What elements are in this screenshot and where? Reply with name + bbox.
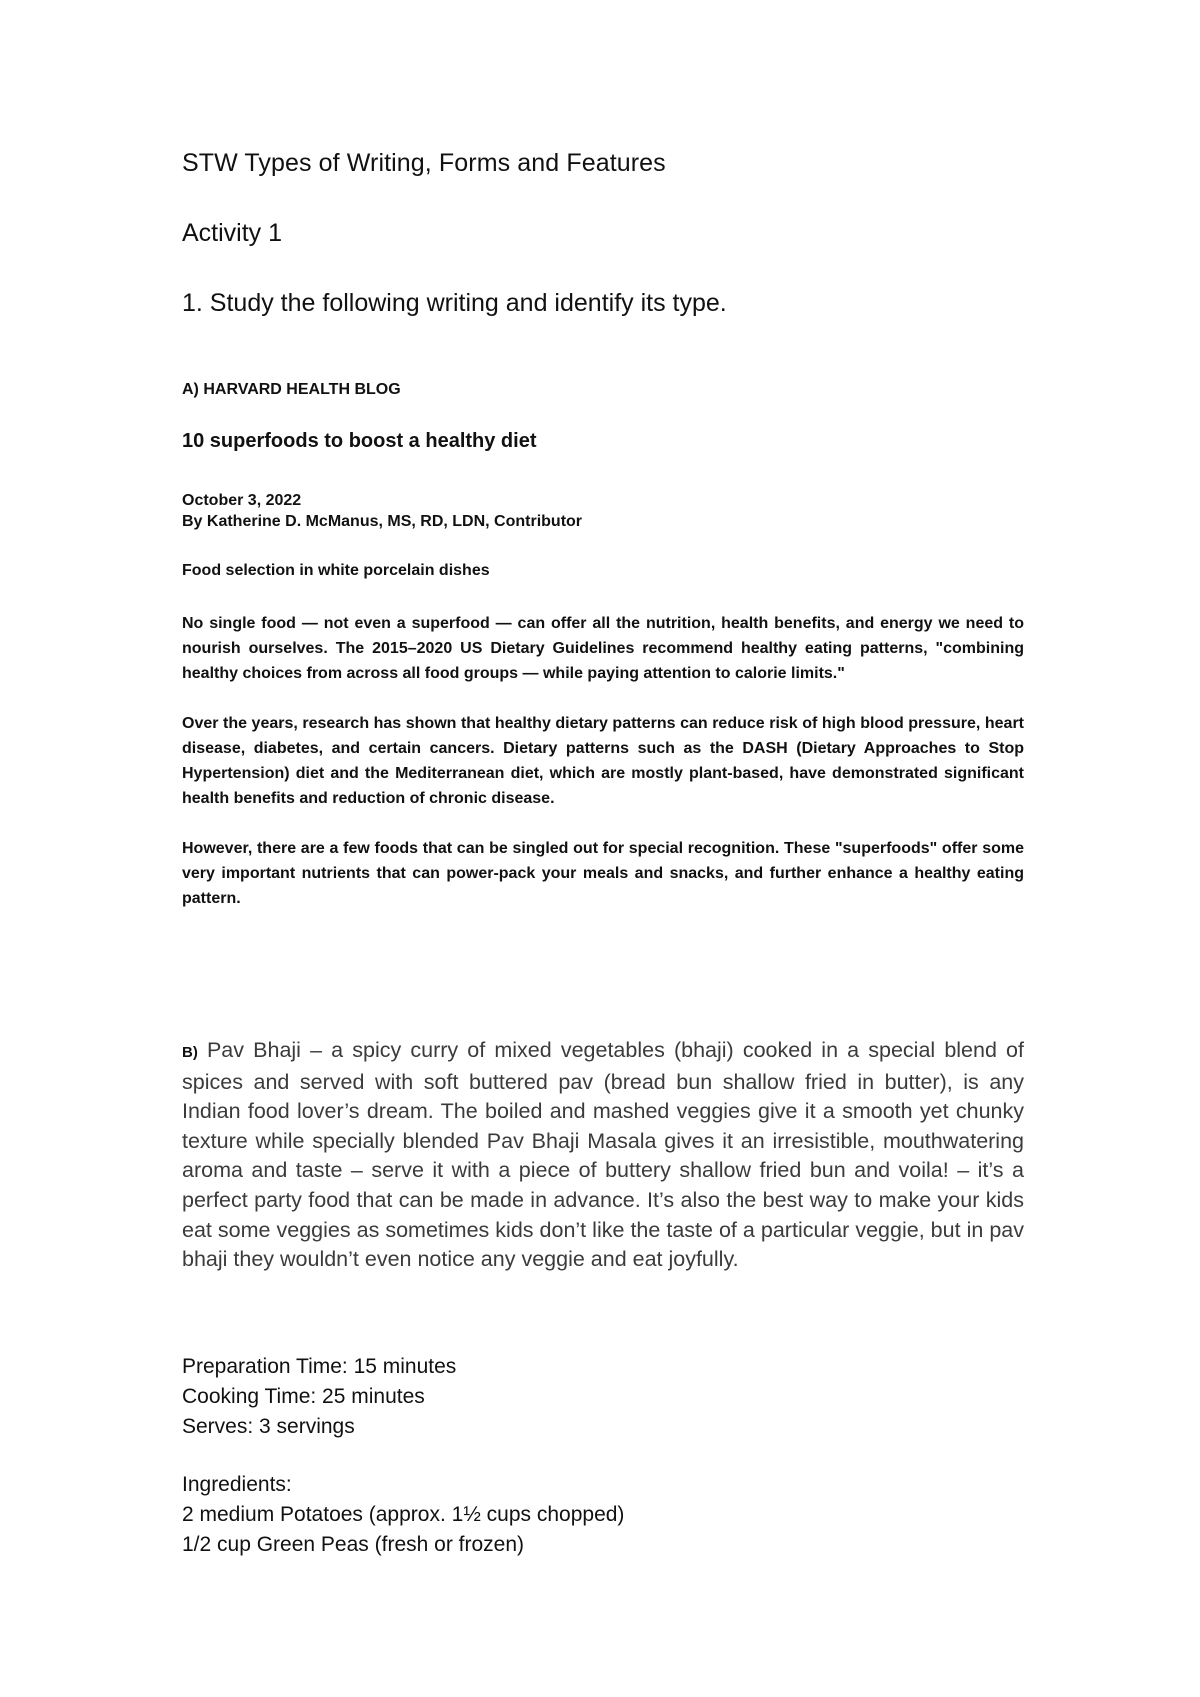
activity-heading: Activity 1	[182, 219, 283, 247]
article-paragraph: No single food — not even a superfood — can offer all the nutrition, health benefits, and energy we need to nourish ourselves. The 2015–2020 US Dietary Guidelines recommend healthy eating patterns, "combining healthy choices from across all food groups — while paying attention to calorie limits."	[182, 615, 1024, 682]
article-paragraph: However, there are a few foods that can be singled out for special recognition. These "superfoods" offer some very important nutrients that can power-pack your meals and snacks, and further enhance a healthy eating pattern.	[182, 840, 1024, 907]
ingredients-list	[182, 1470, 624, 1560]
recipe-intro-paragraph	[182, 1036, 1024, 1275]
preparation-time: Preparation Time: 15 minutes	[182, 1355, 457, 1378]
servings: Serves: 3 servings	[182, 1415, 355, 1438]
article-paragraph: Over the years, research has shown that healthy dietary patterns can reduce risk of high blood pressure, heart disease, diabetes, and certain cancers. Dietary patterns such as the DASH (Dietary Approaches to Stop Hypertension) diet and the Mediterranean diet, which are mostly plant-based, have demonstrated significant health benefits and reduction of chronic disease.	[182, 715, 1024, 807]
recipe-info	[182, 1352, 456, 1442]
article-headline: 10 superfoods to boost a healthy diet	[182, 430, 537, 452]
question-text: 1. Study the following writing and identify its type.	[182, 289, 727, 317]
article-date: October 3, 2022	[182, 492, 302, 509]
article-byline: By Katherine D. McManus, MS, RD, LDN, Contributor	[182, 513, 583, 530]
document-title: STW Types of Writing, Forms and Features	[182, 149, 666, 177]
ingredient-item: 1/2 cup Green Peas (fresh or frozen)	[182, 1533, 524, 1556]
blog-source-label: A) HARVARD HEALTH BLOG	[182, 381, 401, 398]
cooking-time: Cooking Time: 25 minutes	[182, 1385, 425, 1408]
ingredient-item: 2 medium Potatoes (approx. 1½ cups chopped)	[182, 1503, 625, 1526]
ingredients-heading: Ingredients:	[182, 1473, 292, 1496]
section-b-label: B)	[182, 1044, 198, 1061]
recipe-intro-text: Pav Bhaji – a spicy curry of mixed vegetables (bhaji) cooked in a special blend of spices and served with soft buttered pav (bread bun shallow fried in butter), is any Indian food lover’s dream. The boiled and mashed veggies give it a smooth yet chunky texture while specially blended Pav Bhaji Masala gives it an irresistible, mouthwatering aroma and taste – serve it with a piece of buttery shallow fried bun and voila! – it’s a perfect party food that can be made in advance. It’s also the best way to make your kids eat some veggies as sometimes kids don’t like the taste of a particular veggie, but in pav bhaji they wouldn’t even notice any veggie and eat joyfully.	[182, 1038, 1024, 1272]
image-caption: Food selection in white porcelain dishes	[182, 562, 490, 579]
